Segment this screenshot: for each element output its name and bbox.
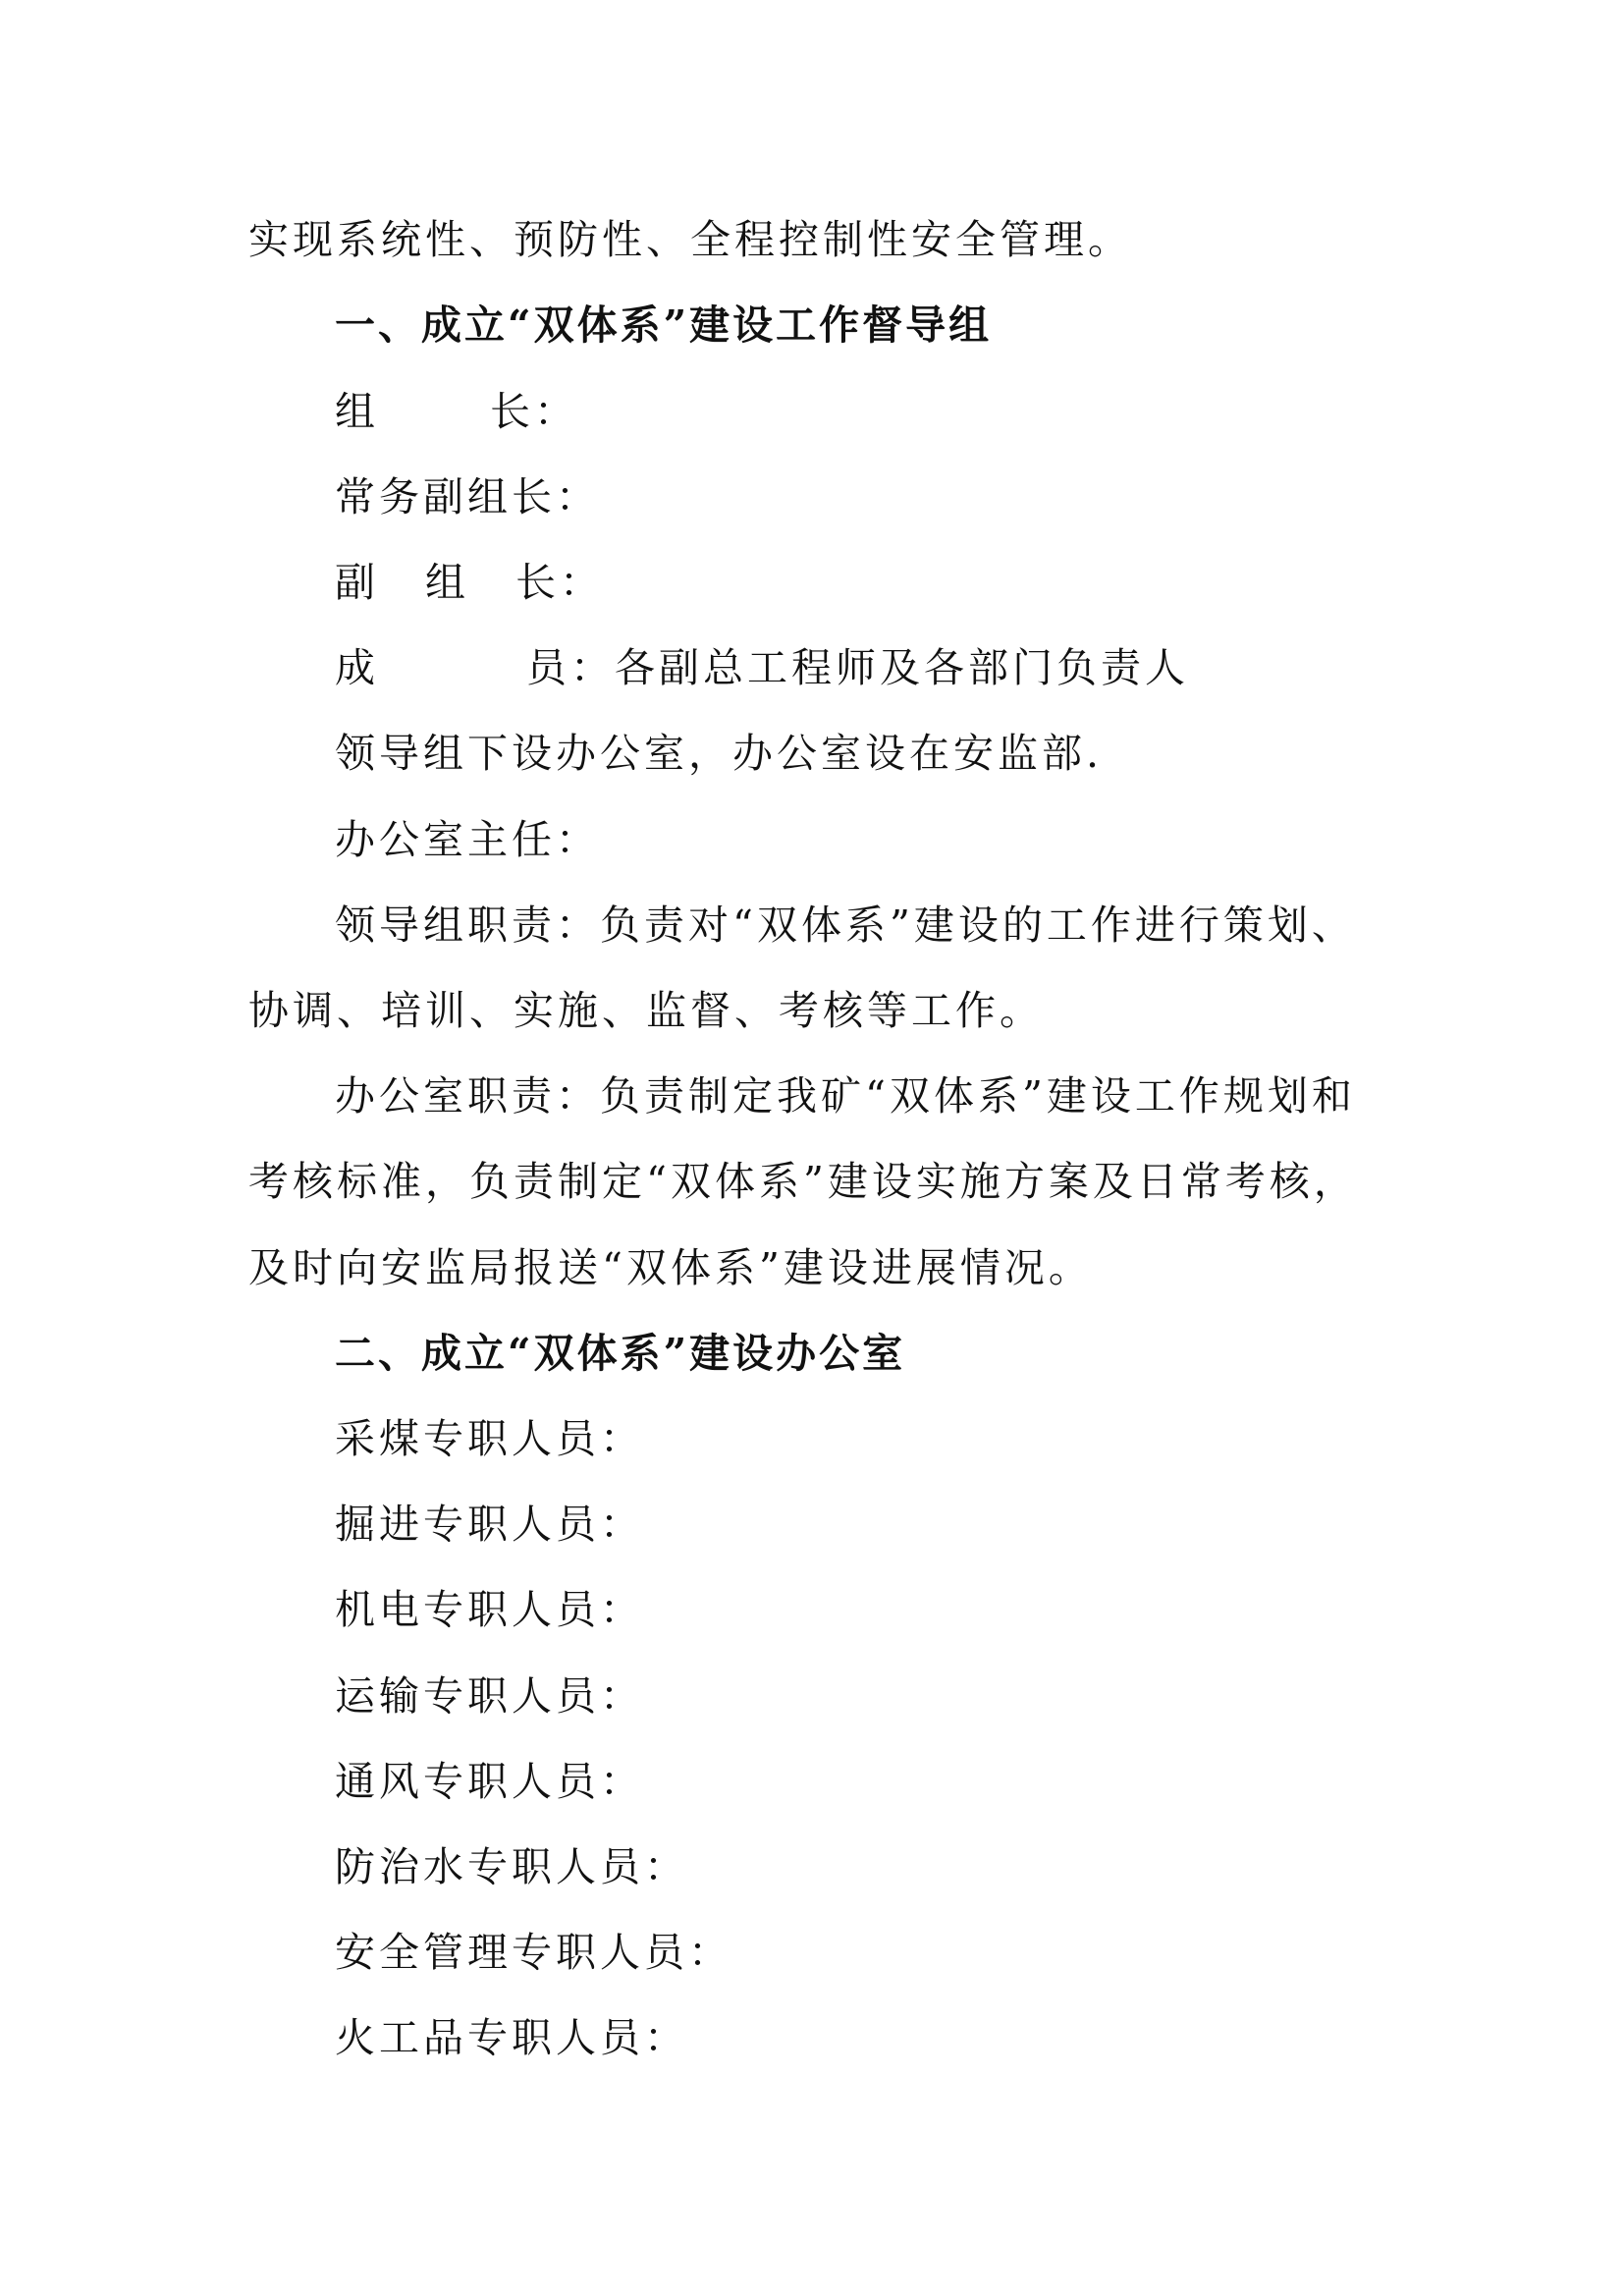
office-duty-line-1: 办公室职责：负责制定我矿“双体系”建设工作规划和 [335,1072,1356,1120]
leader-line [335,382,578,441]
members-line [335,638,1189,697]
deputy-label-part-3: 长： [515,559,604,606]
leader-duty-line-2: 协调、培训、实施、监督、考核等工作。 [248,987,1044,1034]
staff-electromechanical: 机电专职人员： [335,1586,644,1633]
staff-explosives: 火工品专职人员： [335,2014,688,2061]
leader-duty-line-1: 领导组职责：负责对“双体系”建设的工作进行策划、 [335,902,1356,949]
staff-tunneling: 掘进专职人员： [335,1501,644,1548]
office-duty-line-3: 及时向安监局报送“双体系”建设进展情况。 [248,1244,1093,1291]
leader-label-part-1: 组 [335,388,379,435]
exec-deputy-line: 常务副组长： [335,473,600,520]
members-label-part-1: 成 [335,644,379,691]
deputy-line [335,553,604,612]
staff-transport: 运输专职人员： [335,1672,644,1720]
deputy-label-part-1: 副 [335,559,379,606]
staff-coal-mining: 采煤专职人员： [335,1415,644,1462]
section2-heading: 二、成立“双体系”建设办公室 [335,1330,906,1377]
office-duty-line-2: 考核标准，负责制定“双体系”建设实施方案及日常考核， [248,1158,1358,1205]
intro-tail-line: 实现系统性、预防性、全程控制性安全管理。 [248,216,1132,263]
staff-ventilation: 通风专职人员： [335,1758,644,1805]
staff-safety-management: 安全管理专职人员： [335,1929,732,1976]
office-director-line: 办公室主任： [335,816,600,863]
members-label-part-2: 员：各副总工程师及各部门负责人 [526,644,1189,691]
section1-heading: 一、成立“双体系”建设工作督导组 [335,301,993,349]
leader-label-part-2: 长： [490,388,578,435]
deputy-label-part-2: 组 [425,559,469,606]
office-setup-line: 领导组下设办公室，办公室设在安监部. [335,730,1104,777]
staff-water-control: 防治水专职人员： [335,1843,688,1890]
